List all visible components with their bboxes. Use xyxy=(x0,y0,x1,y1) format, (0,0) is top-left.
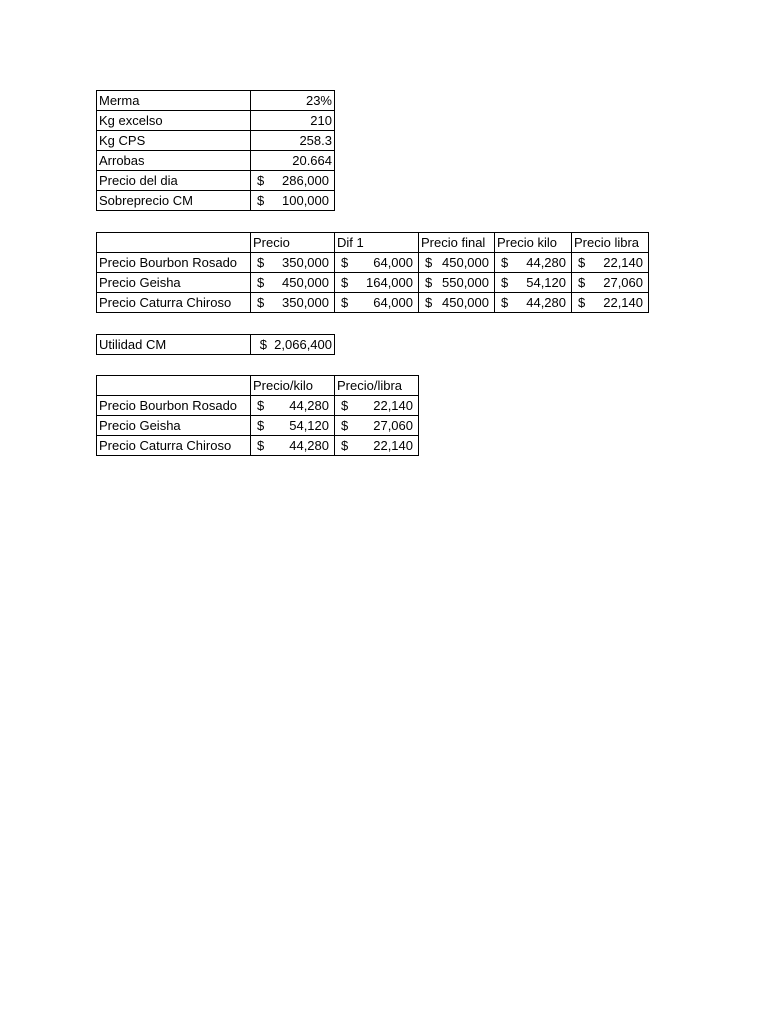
cell-label[interactable]: Kg excelso xyxy=(97,111,251,131)
cell-currency[interactable] xyxy=(251,253,335,273)
header-row xyxy=(97,376,419,396)
currency-symbol: $ xyxy=(257,438,265,453)
cell-value: 27,060 xyxy=(373,418,413,433)
table-row xyxy=(97,335,335,355)
cell-currency[interactable] xyxy=(335,273,419,293)
currency-symbol: $ xyxy=(501,295,509,310)
currency-symbol: $ xyxy=(257,275,265,290)
cell-label[interactable]: Kg CPS xyxy=(97,131,251,151)
utilidad-table xyxy=(96,334,335,355)
cell-value: 64,000 xyxy=(373,255,413,270)
cell-currency[interactable] xyxy=(335,293,419,313)
cell-value: 22,140 xyxy=(373,398,413,413)
currency-symbol: $ xyxy=(425,255,433,270)
cell-value: 64,000 xyxy=(373,295,413,310)
table-row xyxy=(97,111,335,131)
column-header[interactable]: Precio xyxy=(251,233,335,253)
column-header[interactable]: Precio kilo xyxy=(495,233,572,253)
cell-currency[interactable] xyxy=(251,396,335,416)
cell-label[interactable]: Precio Caturra Chiroso xyxy=(97,436,251,456)
table-row xyxy=(97,151,335,171)
currency-symbol: $ xyxy=(425,295,433,310)
cell-currency[interactable] xyxy=(419,253,495,273)
cell-value: 350,000 xyxy=(282,255,329,270)
currency-symbol: $ xyxy=(257,173,265,188)
cell-currency[interactable] xyxy=(495,273,572,293)
column-header[interactable]: Precio final xyxy=(419,233,495,253)
cell-value: 22,140 xyxy=(603,295,643,310)
cell-value: 350,000 xyxy=(282,295,329,310)
cell-value: 22,140 xyxy=(603,255,643,270)
cell-currency[interactable] xyxy=(335,436,419,456)
currency-symbol: $ xyxy=(341,438,349,453)
cell-currency[interactable] xyxy=(335,416,419,436)
cell-value: 164,000 xyxy=(366,275,413,290)
cell-currency[interactable] xyxy=(572,253,649,273)
cell-label[interactable]: Sobreprecio CM xyxy=(97,191,251,211)
cell-value: 22,140 xyxy=(373,438,413,453)
cell-value: 44,280 xyxy=(526,255,566,270)
cell-value: 286,000 xyxy=(282,173,329,188)
table-row xyxy=(97,273,649,293)
cell-label[interactable]: Precio Caturra Chiroso xyxy=(97,293,251,313)
currency-symbol: $ xyxy=(341,398,349,413)
currency-symbol: $ xyxy=(578,295,586,310)
currency-symbol: $ xyxy=(341,255,349,270)
cell-value: 550,000 xyxy=(442,275,489,290)
cell-currency[interactable] xyxy=(572,273,649,293)
column-header[interactable] xyxy=(97,233,251,253)
cell-currency[interactable] xyxy=(251,171,335,191)
cell-value: 54,120 xyxy=(526,275,566,290)
table-row xyxy=(97,91,335,111)
cell-currency[interactable] xyxy=(335,253,419,273)
cell-label[interactable]: Precio Bourbon Rosado xyxy=(97,396,251,416)
unit-prices-table xyxy=(96,375,419,456)
currency-symbol: $ xyxy=(257,255,265,270)
cell-currency[interactable] xyxy=(495,293,572,313)
cell-currency[interactable] xyxy=(251,436,335,456)
cell-label[interactable]: Precio del dia xyxy=(97,171,251,191)
cell-value[interactable]: 20.664 xyxy=(251,151,335,171)
table-row xyxy=(97,171,335,191)
cell-value: 54,120 xyxy=(289,418,329,433)
column-header[interactable] xyxy=(97,376,251,396)
cell-currency[interactable] xyxy=(251,191,335,211)
table-row xyxy=(97,416,419,436)
cell-value: 450,000 xyxy=(282,275,329,290)
currency-symbol: $ xyxy=(578,275,586,290)
cell-label[interactable]: Merma xyxy=(97,91,251,111)
cell-currency[interactable] xyxy=(251,416,335,436)
currency-symbol: $ xyxy=(425,275,433,290)
cell-value[interactable]: 23% xyxy=(251,91,335,111)
cell-value: 450,000 xyxy=(442,255,489,270)
cell-label[interactable]: Precio Bourbon Rosado xyxy=(97,253,251,273)
header-row xyxy=(97,233,649,253)
cell-value[interactable]: $ 2,066,400 xyxy=(251,335,335,355)
column-header[interactable]: Precio/kilo xyxy=(251,376,335,396)
table-row xyxy=(97,396,419,416)
cell-currency[interactable] xyxy=(251,273,335,293)
currency-symbol: $ xyxy=(257,418,265,433)
cell-currency[interactable] xyxy=(251,293,335,313)
cell-label[interactable]: Utilidad CM xyxy=(97,335,251,355)
table-row xyxy=(97,436,419,456)
cell-value: 27,060 xyxy=(603,275,643,290)
currency-symbol: $ xyxy=(501,275,509,290)
cell-label[interactable]: Precio Geisha xyxy=(97,416,251,436)
cell-value: 450,000 xyxy=(442,295,489,310)
column-header[interactable]: Precio/libra xyxy=(335,376,419,396)
cell-value: 44,280 xyxy=(289,438,329,453)
cell-currency[interactable] xyxy=(495,253,572,273)
prices-table xyxy=(96,232,649,313)
cell-currency[interactable] xyxy=(419,273,495,293)
cell-value: 44,280 xyxy=(526,295,566,310)
table-row xyxy=(97,253,649,273)
currency-symbol: $ xyxy=(341,418,349,433)
table-row xyxy=(97,131,335,151)
table-row xyxy=(97,293,649,313)
currency-symbol: $ xyxy=(341,295,349,310)
cell-label[interactable]: Precio Geisha xyxy=(97,273,251,293)
cell-value[interactable]: 210 xyxy=(251,111,335,131)
currency-symbol: $ xyxy=(257,193,265,208)
currency-symbol: $ xyxy=(501,255,509,270)
currency-symbol: $ xyxy=(257,398,265,413)
table-row xyxy=(97,191,335,211)
cell-currency[interactable] xyxy=(419,293,495,313)
cell-currency[interactable] xyxy=(335,396,419,416)
currency-symbol: $ xyxy=(341,275,349,290)
summary-table xyxy=(96,90,335,211)
column-header[interactable]: Precio libra xyxy=(572,233,649,253)
cell-currency[interactable] xyxy=(572,293,649,313)
column-header[interactable]: Dif 1 xyxy=(335,233,419,253)
currency-symbol: $ xyxy=(257,295,265,310)
currency-symbol: $ xyxy=(578,255,586,270)
cell-value: 44,280 xyxy=(289,398,329,413)
cell-value: 100,000 xyxy=(282,193,329,208)
cell-label[interactable]: Arrobas xyxy=(97,151,251,171)
cell-value[interactable]: 258.3 xyxy=(251,131,335,151)
